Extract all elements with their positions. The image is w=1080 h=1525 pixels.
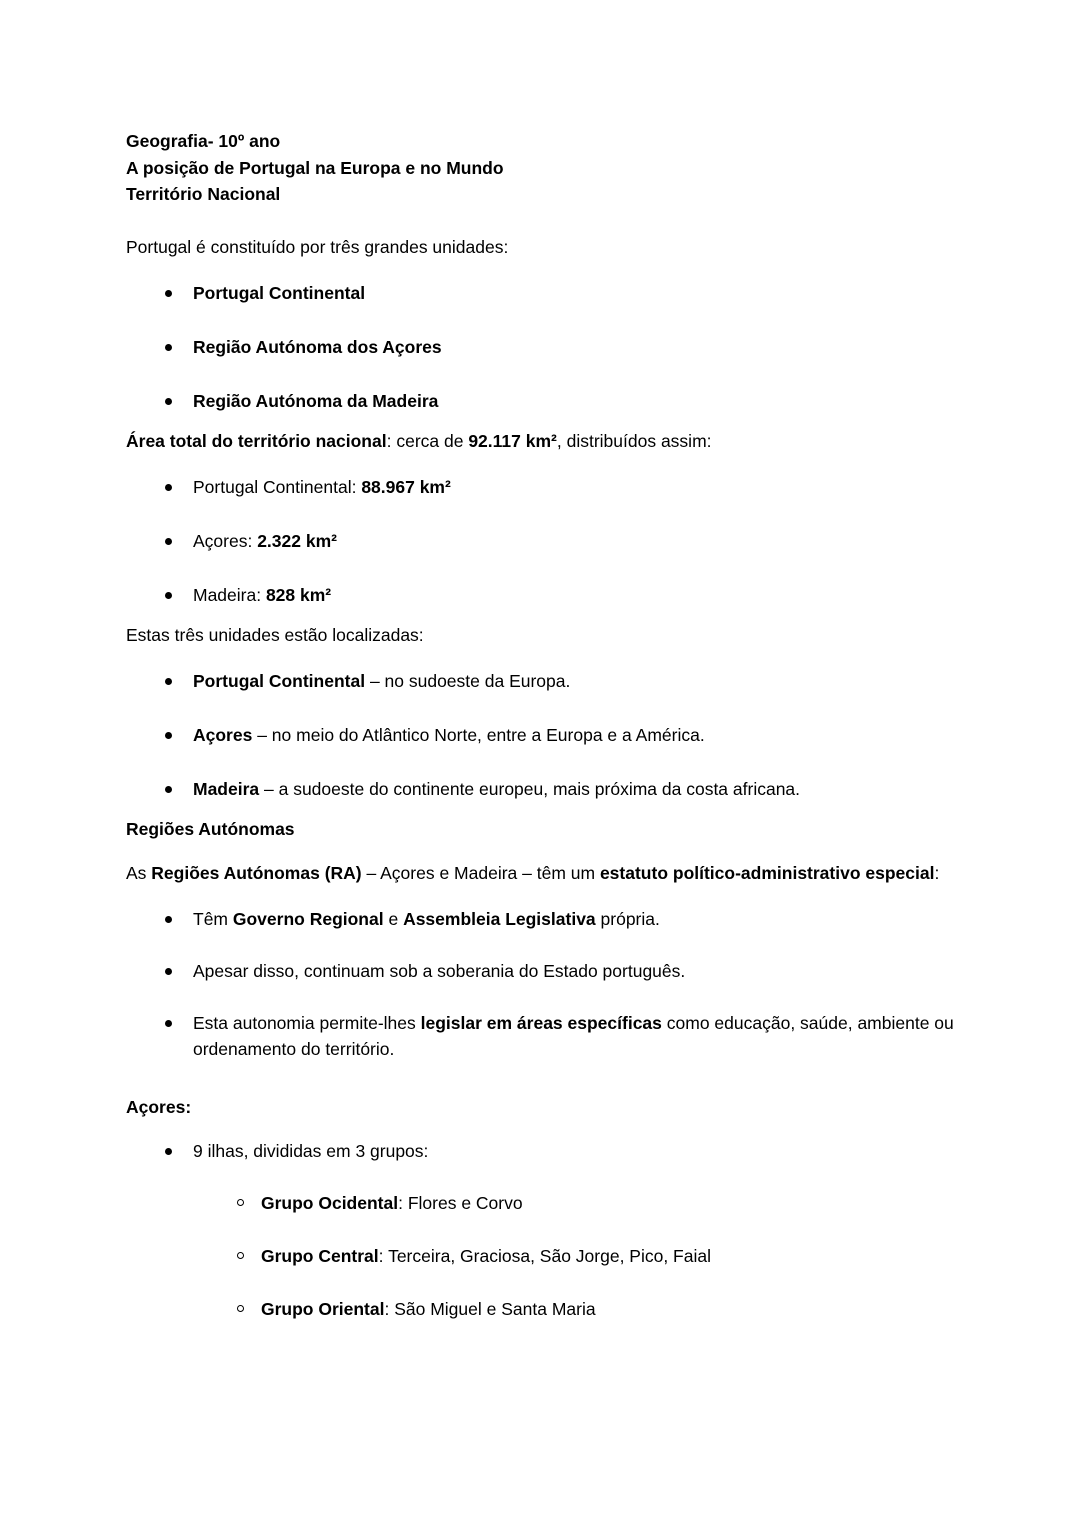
locations-intro-paragraph: Estas três unidades estão localizadas: [126,624,424,645]
title-line-subject: Geografia- 10º ano [126,131,281,151]
area-item-value: 88.967 km² [361,476,451,497]
area-breakdown-list [126,474,960,608]
list-item [126,1138,960,1322]
azores-list [126,1138,960,1322]
area-total-label: Área total do território nacional [126,430,387,451]
point-text-1: Esta autonomia permite-lhes [193,1012,421,1033]
location-desc: – a sudoeste do continente europeu, mais próxima da costa africana. [259,778,801,799]
location-desc: – no sudoeste da Europa. [365,670,571,691]
list-item [126,1010,960,1062]
group-name: Grupo Central [261,1245,379,1266]
area-item-value: 828 km² [265,584,332,605]
group-name: Grupo Ocidental [261,1192,399,1213]
group-separator: : [378,1245,389,1266]
unit-label: Região Autónoma dos Açores [193,336,442,357]
autonomous-text-1: As [126,862,152,883]
list-item [126,280,960,306]
list-item [193,1190,960,1216]
location-desc: – no meio do Atlântico Norte, entre a Europa e a América. [252,724,705,745]
point-text-1: Apesar disso, continuam sob a soberania do Estado português. [193,960,686,981]
autonomous-text-3: : [934,862,940,883]
section-heading-regioes-autonomas: Regiões Autónomas [126,818,295,839]
list-item [126,776,960,802]
list-item [126,958,960,984]
list-item [193,1243,960,1269]
list-item [126,474,960,500]
area-lead: cerca de [396,430,469,451]
list-item [126,668,960,694]
list-item [126,906,960,932]
area-separator: : [386,430,397,451]
locations-list [126,668,960,802]
area-total-paragraph [126,428,960,454]
section-heading-acores: Açores: [126,1096,192,1117]
title-line-section: Território Nacional [126,184,281,204]
unit-label: Região Autónoma da Madeira [193,390,439,411]
autonomous-text-2: – Açores e Madeira – têm um [361,862,600,883]
area-total-value: 92.117 km² [468,430,557,451]
area-item-name: Portugal Continental: [193,476,362,497]
point-text-2: como educação, saúde, ambiente ou ordenamento do território. [193,1012,954,1059]
group-islands: São Miguel e Santa Maria [394,1298,596,1319]
group-name: Grupo Oriental [261,1298,385,1319]
azores-groups-list [193,1190,960,1322]
list-item [126,334,960,360]
point-bold-1: Governo Regional [232,908,384,929]
group-islands: Terceira, Graciosa, São Jorge, Pico, Faial [388,1245,711,1266]
autonomous-paragraph [126,860,960,886]
group-separator: : [384,1298,395,1319]
list-item [126,582,960,608]
group-separator: : [398,1192,408,1213]
units-list [126,280,960,414]
autonomous-bold-2: estatuto político-administrativo especial [599,862,935,883]
title-line-topic: A posição de Portugal na Europa e no Mundo [126,157,504,178]
intro-paragraph: Portugal é constituído por três grandes unidades: [126,236,509,257]
location-name: Madeira [193,778,260,799]
point-bold-2: Assembleia Legislativa [403,908,596,929]
point-text-3: própria. [595,908,660,929]
location-name: Açores [193,724,253,745]
area-trailer: , distribuídos assim: [556,430,712,451]
point-text-1: Têm [193,908,233,929]
area-item-value: 2.322 km² [257,530,337,551]
group-islands: Flores e Corvo [407,1192,523,1213]
unit-label: Portugal Continental [193,282,366,303]
list-item [126,388,960,414]
list-item [126,528,960,554]
list-item [193,1296,960,1322]
point-bold-1: legislar em áreas específicas [420,1012,662,1033]
autonomous-points-list [126,906,960,1062]
autonomous-bold-1: Regiões Autónomas (RA) [151,862,362,883]
area-item-name: Açores: [193,530,258,551]
page-title [126,128,960,208]
point-text-2: e [383,908,404,929]
location-name: Portugal Continental [193,670,366,691]
list-item [126,722,960,748]
area-item-name: Madeira: [193,584,266,605]
azores-islands-line: 9 ilhas, divididas em 3 grupos: [193,1140,429,1161]
